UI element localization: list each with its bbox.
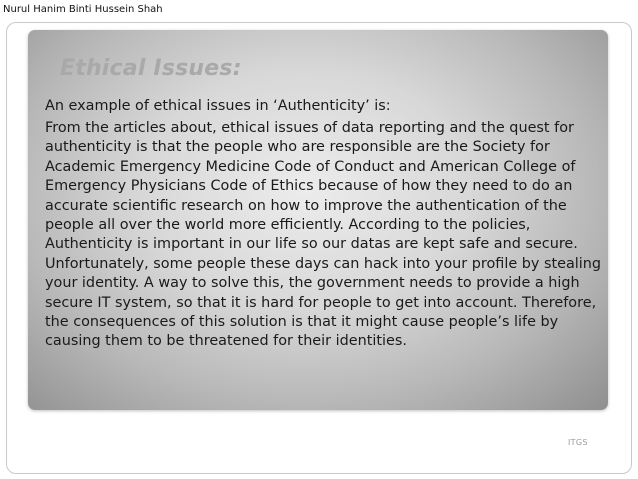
footer-label: ITGS (568, 438, 588, 447)
body-paragraph: From the articles about, ethical issues of data reporting and the quest for authenticity is that the people who are responsible are the Society for Academic Emergency Medicine Code of Conduct and American College of Emergency Physicians Code of Ethics because of how they need to do an accurate scientific research on how to improve the authentication of the people all over the world more efficiently. According to the policies, Authenticity is important in our life so our datas are kept safe and secure. Unfortunately, some people these days can hack into your profile by stealing your identity. A way to solve this, the government needs to provide a high secure IT system, so that it is hard for people to get into account. Therefore, the consequences of this solution is that it might cause people’s life by causing them to be threatened for their identities. (45, 120, 602, 350)
intro-text: An example of ethical issues in ‘Authenticity’ is: (45, 98, 391, 114)
slide-title: Ethical Issues: (60, 56, 242, 81)
author-name: Nurul Hanim Binti Hussein Shah (3, 4, 163, 15)
